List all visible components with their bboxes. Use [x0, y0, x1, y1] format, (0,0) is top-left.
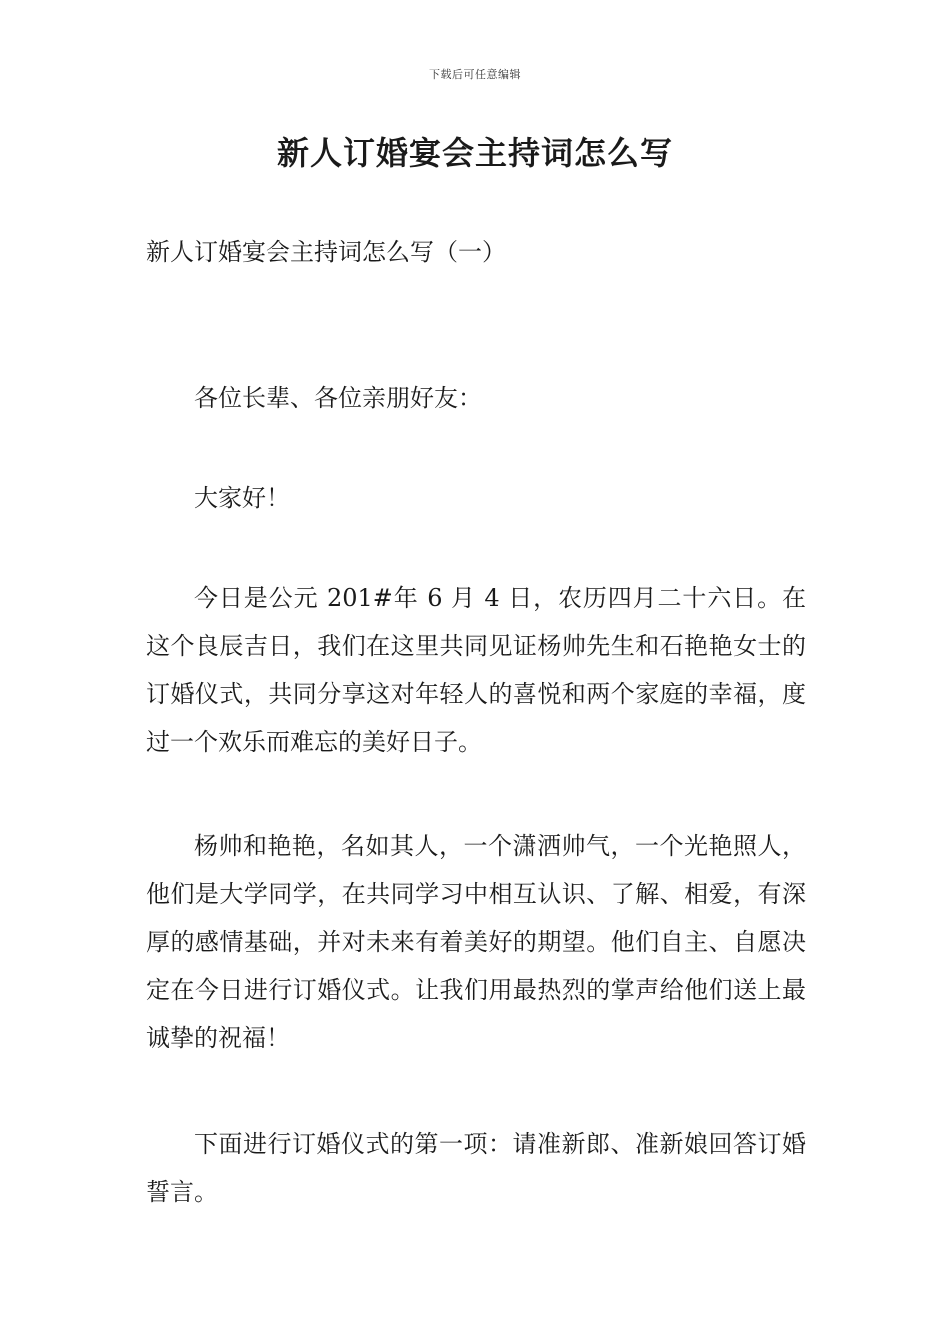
section-subtitle: 新人订婚宴会主持词怎么写（一）: [146, 238, 506, 266]
header-note: 下载后可任意编辑: [429, 68, 521, 81]
paragraph-couple: 杨帅和艳艳，名如其人，一个潇洒帅气，一个光艳照人，他们是大学同学，在共同学习中相互认识、了解、相爱，有深厚的感情基础，并对未来有着美好的期望。他们自主、自愿决定在今日进行订婚仪式。让我们用最热烈的掌声给他们送上最诚挚的祝福！: [146, 832, 806, 1052]
paragraph-greeting: 各位长辈、各位亲朋好友：: [194, 384, 482, 412]
paragraph-intro: 今日是公元 201#年 6 月 4 日，农历四月二十六日。在这个良辰吉日，我们在这里共同见证杨帅先生和石艳艳女士的订婚仪式，共同分享这对年轻人的喜悦和两个家庭的幸福，度过一个欢乐而难忘的美好日子。: [146, 584, 806, 756]
document-title: 新人订婚宴会主持词怎么写: [276, 134, 673, 172]
paragraph-hello: 大家好！: [194, 484, 290, 512]
paragraph-vows: 下面进行订婚仪式的第一项：请准新郎、准新娘回答订婚誓言。: [146, 1130, 806, 1206]
